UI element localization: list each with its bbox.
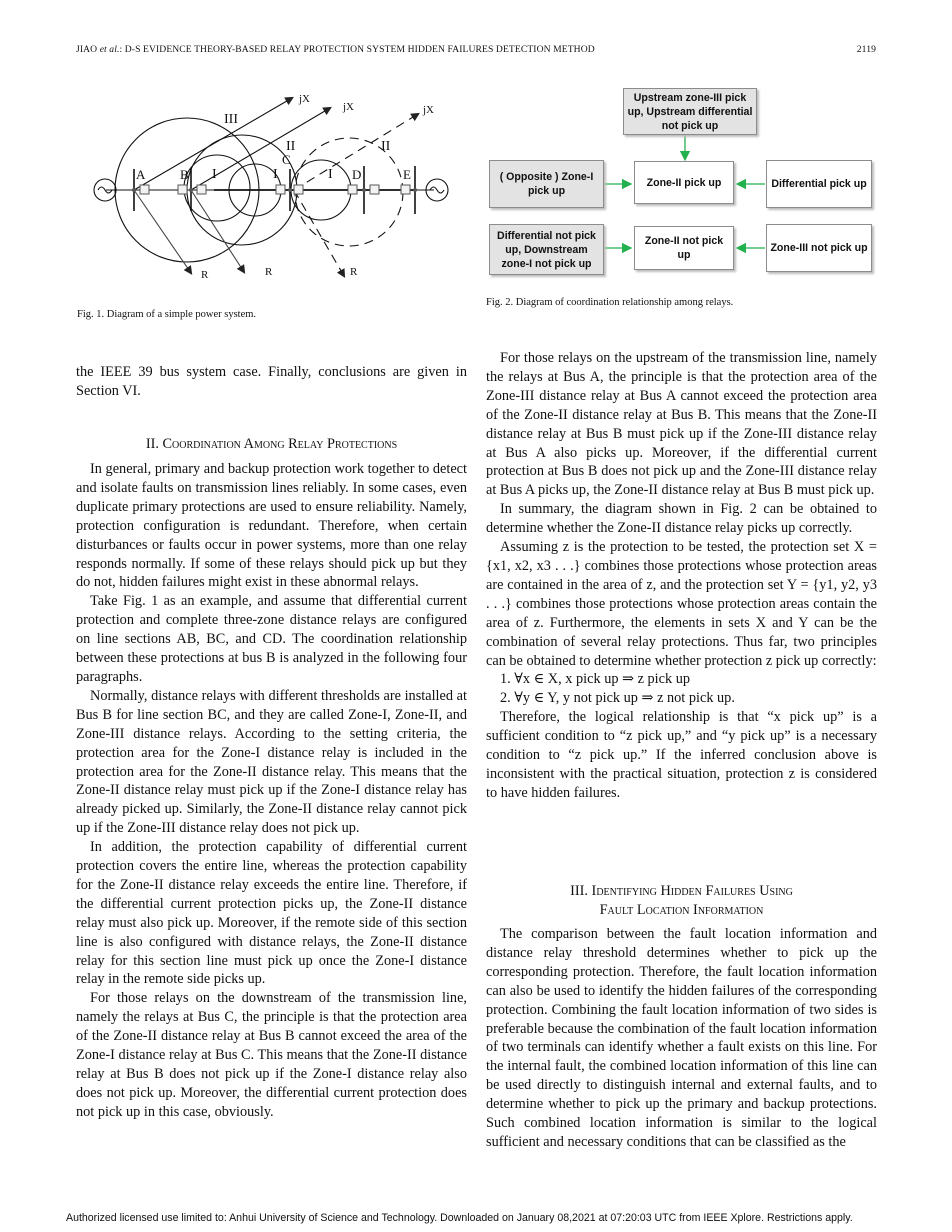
section-3-heading: III. Identifying Hidden Failures Using Fault Location Information xyxy=(570,883,793,918)
box-differential-not-pick-up: Differential not pick up, Downstream zone-I not pick up xyxy=(489,224,604,275)
r-label-3: R xyxy=(350,266,358,278)
zone-label-i-3: I xyxy=(328,167,333,182)
jx-label-1: jX xyxy=(299,93,310,105)
intro-continued: the IEEE 39 bus system case. Finally, conclusions are given in Section VI. xyxy=(76,364,467,399)
box-zone2-pick-up: Zone-II pick up xyxy=(634,161,734,204)
fig2-coordination-diagram xyxy=(486,86,878,276)
zone-label-ii-c: II xyxy=(381,139,391,154)
section-2-heading: II. Coordination Among Relay Protections xyxy=(145,436,398,452)
fig1-power-system-diagram xyxy=(84,86,464,286)
r-label-2: R xyxy=(265,266,273,278)
page-number: 2119 xyxy=(856,44,876,55)
section-2-body xyxy=(76,460,467,1122)
paragraph: In addition, the protection capability of differential current protection covers the entire line, whereas the protection capability for the Zone-II distance relay exceeds the entire line. Therefore, if the differential current protection picks up, the Zone-II distance relay must also pick up. Moreover, if the remote side of this section line is also configured with distance relays, the Zone-II distance relay for this section line must pick up once the Zone-I distance relay in the remote side picks up. xyxy=(76,839,467,988)
running-head-title: JIAO et al.: D-S EVIDENCE THEORY-BASED RELAY PROTECTION SYSTEM HIDDEN FAILURES DETECTION METHOD xyxy=(76,44,595,55)
box-zone2-not-pick-up: Zone-II not pick up xyxy=(634,226,734,270)
zone-label-i-1: I xyxy=(212,167,217,182)
paragraph: Therefore, the logical relationship is that “x pick up” is a sufficient condition to “z pick up,” and “y pick up” is a necessary condition to “z pick up.” If the inferred conclusion above is inconsistent with the practical situation, protection z is considered to have hidden failures. xyxy=(486,709,877,801)
running-head xyxy=(76,44,876,58)
paragraph: Take Fig. 1 as an example, and assume that differential current protection and complete three-zone distance relays are configured on line sections AB, BC, and CD. The coordination relationship between these protections at bus B is analyzed in the following four paragraphs. xyxy=(76,593,467,685)
jx-label-3: jX xyxy=(423,104,434,116)
box-differential-pick-up: Differential pick up xyxy=(766,160,872,208)
zone-label-ii-b: II xyxy=(286,139,296,154)
bus-label-d: D xyxy=(352,167,362,182)
bus-label-e: E xyxy=(403,167,411,182)
left-column xyxy=(76,363,467,401)
fig2-caption: Fig. 2. Diagram of coordination relationship among relays. xyxy=(486,297,734,308)
r-label-1: R xyxy=(201,269,209,281)
paragraph: In summary, the diagram shown in Fig. 2 can be obtained to determine whether the Zone-II distance relay picks up correctly. xyxy=(486,501,877,537)
bus-label-b: B xyxy=(180,167,189,182)
zone-label-i-2: I xyxy=(273,167,278,182)
paragraph: For those relays on the downstream of the transmission line, namely the relays at Bus C, the principle is that the protection area of the Zone-II distance relay at Bus B cannot exceed the area of the Zone-I distance relay at Bus C. This means that the Zone-II distance relay at Bus B does not pick up if the Zone-I distance relay also does not pick up. Moreover, the differential current protection does not pick up in this case, obviously. xyxy=(76,990,467,1120)
paragraph: For those relays on the upstream of the transmission line, namely the relays at Bus A, the principle is that the protection area of the Zone-III distance relay at Bus A cannot exceed the protection area of the Zone-II distance relay at Bus B. This means that the Zone-II distance relay at Bus B must pick up if the Zone-III distance relay at Bus A also picks up. Moreover, if the differential current protection at Bus B does not pick up and the Zone-III distance relay at Bus A picks up, the Zone-II distance relay at Bus B must pick up. xyxy=(486,350,877,499)
box-upstream-zone3: Upstream zone-III pick up, Upstream differential not pick up xyxy=(623,88,757,135)
bus-label-c: C xyxy=(282,152,291,167)
fig1-caption: Fig. 1. Diagram of a simple power system. xyxy=(77,309,257,320)
paragraph: In general, primary and backup protection work together to detect and isolate faults on transmission lines reliably. In some cases, even duplicate primary protections are used to ensure reliability. Namely, protection configuration is redundant. Therefore, when certain disturbances or faults occur in power systems, more than one relay responds normally. If some of these relays should pick up but they do not, hidden failures might exist in these abnormal relays. xyxy=(76,461,467,591)
box-zone3-not-pick-up: Zone-III not pick up xyxy=(766,224,872,272)
right-column xyxy=(486,349,877,803)
box-opposite-zone1: ( Opposite ) Zone-I pick up xyxy=(489,160,604,208)
zone-label-iii: III xyxy=(224,112,238,127)
section-3-body xyxy=(486,925,877,1152)
paragraph: Normally, distance relays with different thresholds are installed at Bus B for line section BC, and they are called Zone-I, Zone-II, and Zone-III distance relays. According to the setting criteria, the protection area for the Zone-I distance relay is included in the protection area for the Zone-II distance relay. This means that the Zone-II distance relay must pick up if the Zone-I distance relay has already picked up. Similarly, the Zone-II distance relay cannot pick up if the Zone-III distance relay does not pick up. xyxy=(76,687,467,837)
license-footer: Authorized licensed use limited to: Anhui University of Science and Technology. Downloaded on January 08,2021 at 07:20:03 UTC from IEEE Xplore. Restrictions apply. xyxy=(66,1212,853,1224)
jx-label-2: jX xyxy=(343,101,354,113)
principle-2: 2. ∀y ∈ Y, y not pick up ⇒ z not pick up. xyxy=(500,690,735,707)
principle-1: 1. ∀x ∈ X, x pick up ⇒ z pick up xyxy=(500,671,691,688)
paragraph: The comparison between the fault location information and distance relay threshold determines whether to pick up the corresponding protection. Therefore, the fault location information can also be used to identify the hidden failures of the corresponding protection. Combining the fault location information of two sides is preferable because the combination of the fault location information of two terminals can identify whether a fault exists on this line. For the internal fault, the combined location information of this line can be used directly to distinguish internal and external faults, and to determine whether to pick up the primary and backup protections. Such combined location information is similar to the logical sufficient and necessary conditions that can be classified as the xyxy=(486,926,877,1150)
bus-label-a: A xyxy=(136,167,146,182)
paragraph: Assuming z is the protection to be tested, the protection set X = {x1, x2, x3 . . .} combines those protections whose protection areas are contained in the area of z, and the protection set Y = {y1, y2, y3 . . .} combines those protections whose protection areas contain the area of z. Furthermore, the elements in sets X and Y can be the combination of several relay protections. Thus far, two principles can be obtained to determine whether protection z pick up correctly: xyxy=(486,539,877,669)
